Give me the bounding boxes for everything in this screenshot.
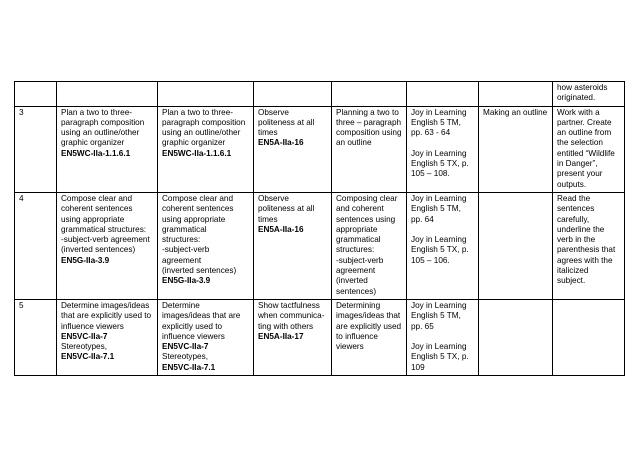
subject-matter-cell	[332, 192, 407, 299]
competency-cell	[158, 106, 254, 192]
assessment-cell	[553, 192, 625, 299]
assessment-cell	[553, 299, 625, 375]
row-number	[15, 106, 57, 192]
cell-line: parenthesis that	[557, 245, 616, 255]
cell-line: using an outline/other	[61, 128, 140, 138]
cell-line: influence viewers	[61, 321, 124, 331]
cell-line: three – paragraph	[336, 117, 402, 127]
cell-line	[411, 225, 474, 235]
cell-line: Compose clear and	[61, 193, 132, 203]
cell-line: when communica-	[258, 311, 325, 321]
values-cell	[254, 82, 332, 107]
row-number-text: 3	[19, 107, 24, 117]
cell-line: 109	[411, 362, 425, 372]
cell-line: agreement	[162, 255, 202, 265]
cell-line: underline the	[557, 224, 605, 234]
activity-cell	[479, 82, 553, 107]
reference-cell	[407, 82, 479, 107]
cell-line: Read the	[557, 193, 591, 203]
reference-cell	[407, 299, 479, 375]
cell-line: paragraph composition	[162, 117, 246, 127]
competency-code: EN5A-IIa-17	[258, 331, 304, 341]
cell-line: Stereotypes,	[162, 352, 208, 362]
cell-line: Joy in Learning	[411, 300, 467, 310]
cell-line: pp. 64	[411, 214, 434, 224]
cell-line: using appropriate	[162, 214, 226, 224]
activity-cell	[479, 299, 553, 375]
lesson-plan-table	[14, 81, 625, 376]
cell-line: using an outline/other	[162, 128, 241, 138]
cell-line: politeness at all	[258, 204, 315, 214]
row-number-text: 5	[19, 300, 24, 310]
cell-line: italicized	[557, 266, 589, 276]
cell-line: paragraph composition	[61, 117, 145, 127]
cell-line: English 5 TM,	[411, 117, 461, 127]
values-cell	[254, 192, 332, 299]
competency-code: EN5WC-IIa-1.1.6.1	[61, 148, 131, 158]
cell-line: Determine	[162, 300, 200, 310]
cell-line: images/ideas that	[336, 311, 401, 321]
competency-code: EN5VC-IIa-7	[61, 331, 108, 341]
competency-code: EN5G-IIa-3.9	[61, 255, 110, 265]
cell-line: subject.	[557, 276, 586, 286]
cell-line: times	[258, 128, 278, 138]
competency-code: EN5VC-IIa-7.1	[61, 352, 115, 362]
cell-line: outputs.	[557, 179, 587, 189]
cell-line: composition using	[336, 128, 402, 138]
cell-line: that are explicitly used to	[61, 311, 152, 321]
table-row	[15, 299, 625, 375]
cell-line: Work with a	[557, 107, 600, 117]
cell-line: Planning a two to	[336, 107, 399, 117]
cell-line: (inverted	[336, 276, 368, 286]
cell-line: Making an outline	[483, 107, 548, 117]
subject-matter-cell	[332, 299, 407, 375]
cell-line	[411, 138, 474, 148]
activity-cell	[479, 192, 553, 299]
cell-line: Plan a two to three-	[162, 107, 233, 117]
cell-line: sentences)	[336, 286, 377, 296]
table-row	[15, 106, 625, 192]
objective-cell	[57, 106, 158, 192]
activity-cell	[479, 106, 553, 192]
competency-code: EN5A-IIa-16	[258, 224, 304, 234]
competency-code: EN5VC-IIa-7.1	[162, 362, 216, 372]
cell-line: originated.	[557, 93, 596, 103]
cell-line: politeness at all	[258, 117, 315, 127]
values-cell	[254, 299, 332, 375]
cell-line: English 5 TM,	[411, 204, 461, 214]
assessment-cell	[553, 82, 625, 107]
cell-line: Observe	[258, 107, 289, 117]
cell-line: Joy in Learning	[411, 193, 467, 203]
cell-line: graphic organizer	[61, 138, 125, 148]
objective-cell	[57, 192, 158, 299]
cell-line: Show tactfulness	[258, 300, 320, 310]
cell-line: Stereotypes,	[61, 342, 107, 352]
cell-line: grammatical structures:	[61, 224, 147, 234]
cell-line: viewers	[336, 342, 364, 352]
competency-code: EN5G-IIa-3.9	[162, 276, 211, 286]
cell-line: to influence	[336, 331, 378, 341]
cell-line: and coherent	[336, 204, 384, 214]
cell-line: using appropriate	[61, 214, 125, 224]
cell-line: are explicitly used	[336, 321, 402, 331]
cell-line: 105 – 108.	[411, 169, 450, 179]
cell-line: English 5 TX, p.	[411, 159, 469, 169]
competency-code: EN5VC-IIa-7	[162, 342, 209, 352]
cell-line: verb in the	[557, 235, 596, 245]
cell-line: the selection	[557, 138, 603, 148]
cell-line: ting with others	[258, 321, 314, 331]
cell-line: English 5 TM,	[411, 311, 461, 321]
cell-line: times	[258, 214, 278, 224]
cell-line: Composing clear	[336, 193, 398, 203]
cell-line: grammatical	[162, 224, 207, 234]
cell-line: sentences	[557, 204, 595, 214]
table-row	[15, 192, 625, 299]
cell-line: pp. 63 - 64	[411, 128, 451, 138]
cell-line: (inverted sentences)	[61, 245, 136, 255]
cell-line: coherent sentences	[162, 204, 234, 214]
values-cell	[254, 106, 332, 192]
row-number	[15, 82, 57, 107]
cell-line: Plan a two to three-	[61, 107, 132, 117]
row-number	[15, 299, 57, 375]
row-number-text: 4	[19, 193, 24, 203]
cell-line: Compose clear and	[162, 193, 233, 203]
competency-cell	[158, 82, 254, 107]
assessment-cell	[553, 106, 625, 192]
table-row	[15, 82, 625, 107]
cell-line: Joy in Learning	[411, 107, 467, 117]
cell-line: -subject-verb	[162, 245, 210, 255]
cell-line: present your	[557, 169, 603, 179]
cell-line: -subject-verb	[336, 255, 384, 265]
cell-line: agrees with the	[557, 255, 613, 265]
cell-line: coherent sentences	[61, 204, 133, 214]
cell-line: grammatical	[336, 235, 381, 245]
cell-line: entitled “Wildlife	[557, 148, 615, 158]
cell-line: how asteroids	[557, 83, 608, 92]
cell-line: sentences using	[336, 214, 396, 224]
cell-line: 105 – 106.	[411, 255, 450, 265]
cell-line: in Danger”,	[557, 159, 598, 169]
objective-cell	[57, 82, 158, 107]
table-body	[15, 82, 625, 376]
cell-line: influence viewers	[162, 331, 225, 341]
cell-line: carefully,	[557, 214, 590, 224]
cell-line: structures:	[162, 235, 201, 245]
competency-cell	[158, 299, 254, 375]
cell-line: pp. 65	[411, 321, 434, 331]
cell-line: an outline	[336, 138, 372, 148]
cell-line: Joy in Learning	[411, 235, 467, 245]
row-number	[15, 192, 57, 299]
cell-line: English 5 TX, p.	[411, 245, 469, 255]
competency-code: EN5WC-IIa-1.1.6.1	[162, 148, 232, 158]
objective-cell	[57, 299, 158, 375]
subject-matter-cell	[332, 106, 407, 192]
cell-line: (inverted sentences)	[162, 266, 237, 276]
cell-line: partner. Create	[557, 117, 612, 127]
cell-line: structures:	[336, 245, 375, 255]
cell-line: graphic organizer	[162, 138, 226, 148]
cell-line	[411, 332, 474, 342]
cell-line: explicitly used to	[162, 321, 223, 331]
reference-cell	[407, 106, 479, 192]
cell-line: Joy in Learning	[411, 342, 467, 352]
cell-line: -subject-verb agreement	[61, 235, 150, 245]
cell-line: appropriate	[336, 224, 378, 234]
cell-line: Determine images/ideas	[61, 300, 150, 310]
cell-line: agreement	[336, 266, 376, 276]
cell-line: an outline from	[557, 128, 612, 138]
cell-line: Joy in Learning	[411, 148, 467, 158]
cell-line: images/ideas that are	[162, 311, 241, 321]
competency-code: EN5A-IIa-16	[258, 138, 304, 148]
cell-line: English 5 TX, p.	[411, 352, 469, 362]
reference-cell	[407, 192, 479, 299]
cell-line: Determining	[336, 300, 381, 310]
subject-matter-cell	[332, 82, 407, 107]
cell-line: Observe	[258, 193, 289, 203]
competency-cell	[158, 192, 254, 299]
